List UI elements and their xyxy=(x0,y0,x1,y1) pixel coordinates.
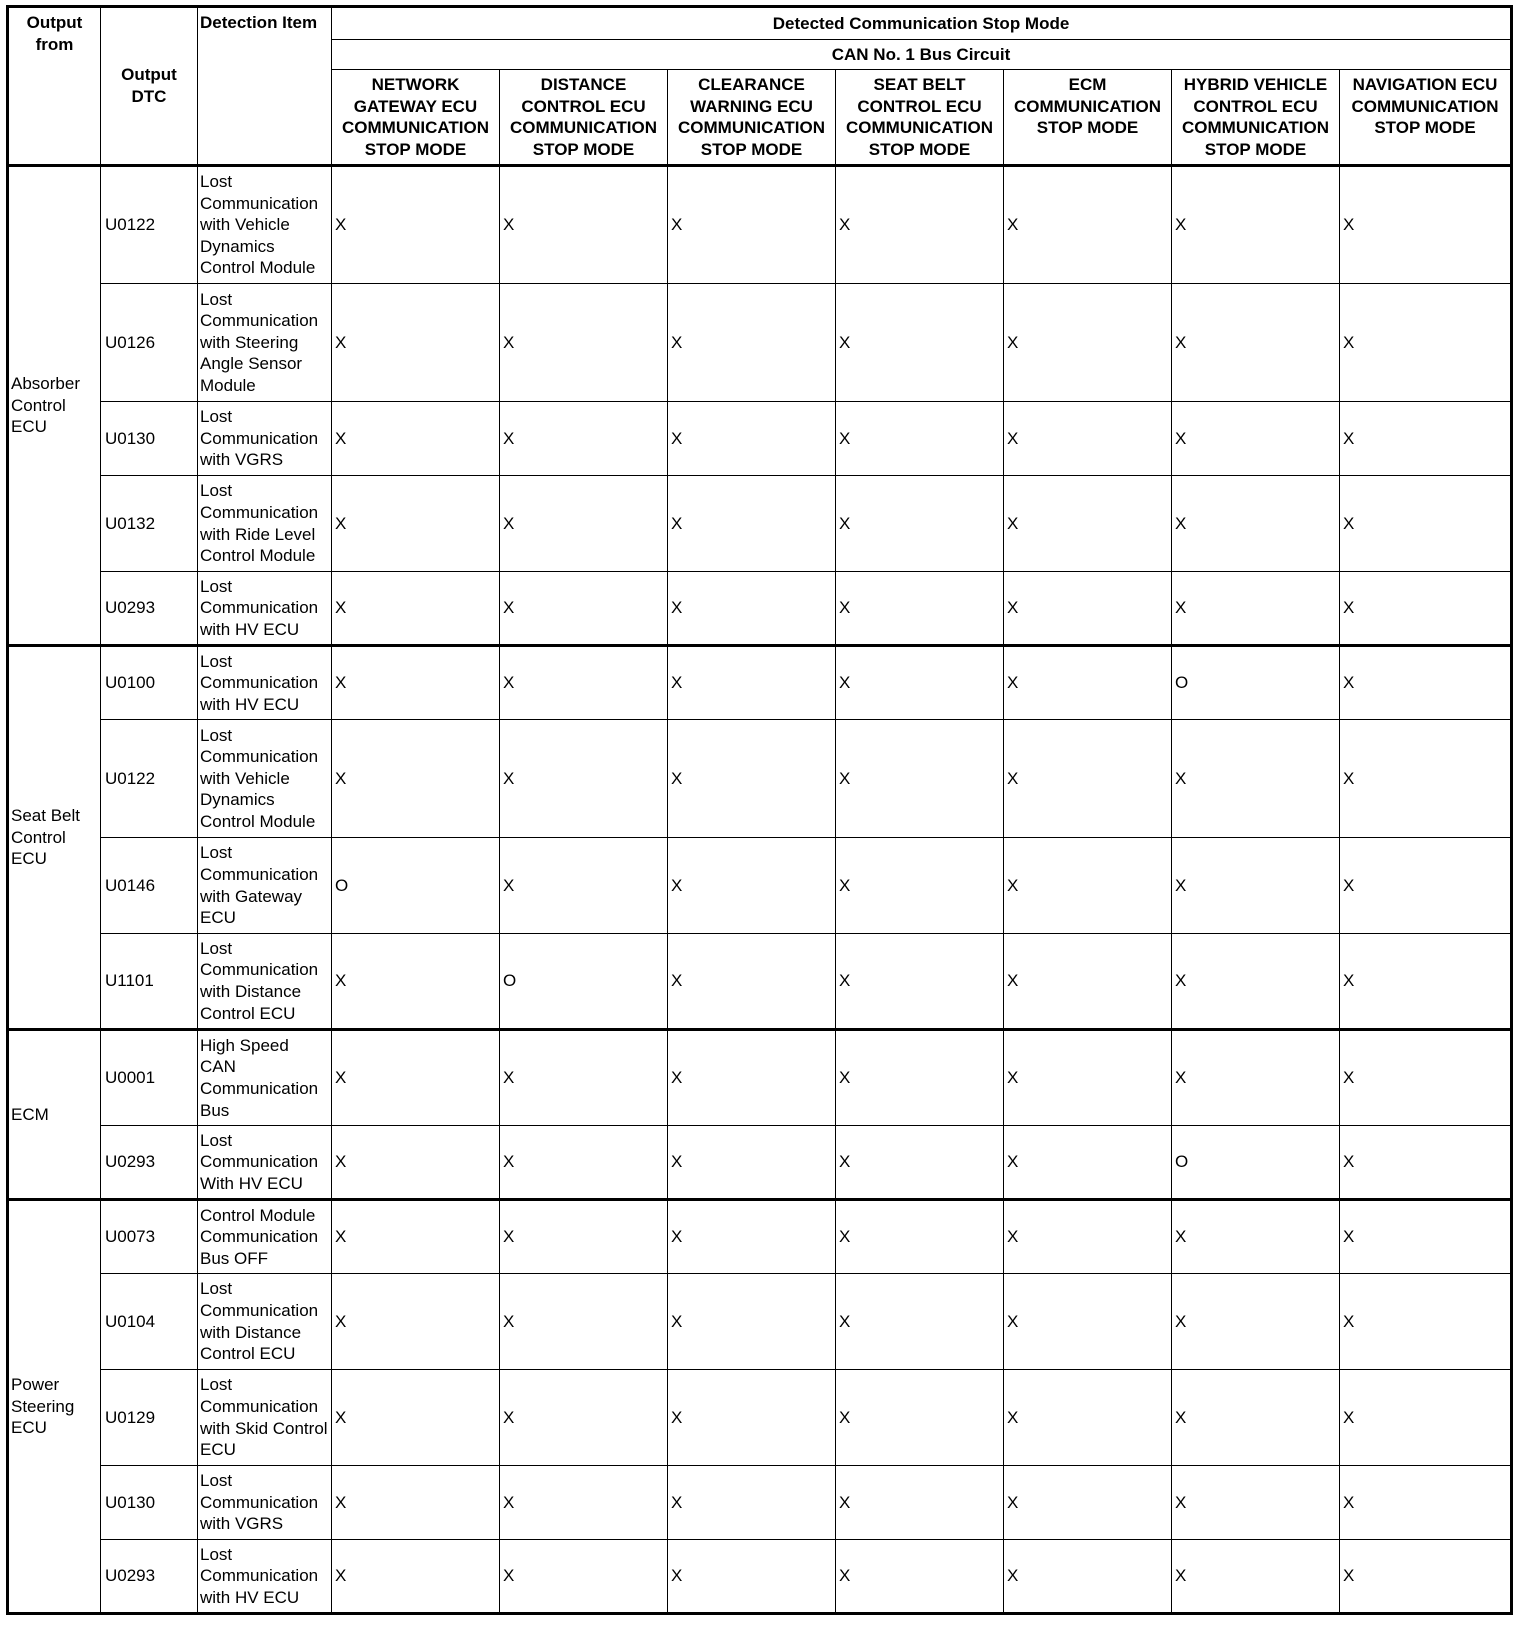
header-mode-2: CLEARANCE WARNING ECU COMMUNICATION STOP MODE xyxy=(668,70,836,166)
table-row xyxy=(8,646,1512,720)
detection-item-cell: Lost Communication with Gateway ECU xyxy=(198,838,332,934)
stop-mode-mark-cell: X xyxy=(1340,1200,1512,1274)
stop-mode-mark-cell: X xyxy=(1004,720,1172,838)
stop-mode-mark-cell: X xyxy=(500,838,668,934)
detection-item-cell: Lost Communication with Distance Control ECU xyxy=(198,1274,332,1370)
stop-mode-mark-cell: X xyxy=(836,402,1004,476)
stop-mode-mark-cell: X xyxy=(668,720,836,838)
stop-mode-mark-cell: X xyxy=(1340,1126,1512,1200)
output-from-cell: Absorber Control ECU xyxy=(8,166,101,646)
stop-mode-mark-cell: X xyxy=(1340,1274,1512,1370)
stop-mode-mark-cell: X xyxy=(500,1540,668,1614)
table-row xyxy=(8,838,1512,934)
stop-mode-mark-cell: X xyxy=(668,646,836,720)
header-bus-circuit: CAN No. 1 Bus Circuit xyxy=(332,40,1512,70)
stop-mode-mark-cell: X xyxy=(500,284,668,402)
stop-mode-mark-cell: X xyxy=(1004,1030,1172,1126)
stop-mode-mark-cell: X xyxy=(500,166,668,284)
detection-item-cell: Lost Communication with VGRS xyxy=(198,402,332,476)
stop-mode-mark-cell: X xyxy=(500,572,668,646)
stop-mode-mark-cell: X xyxy=(836,476,1004,572)
output-from-cell: Power Steering ECU xyxy=(8,1200,101,1614)
stop-mode-mark-cell: X xyxy=(1340,934,1512,1030)
stop-mode-mark-cell: X xyxy=(500,720,668,838)
table-body xyxy=(8,166,1512,1614)
stop-mode-mark-cell: X xyxy=(332,476,500,572)
stop-mode-mark-cell: X xyxy=(332,1030,500,1126)
header-mode-4: ECM COMMUNICATION STOP MODE xyxy=(1004,70,1172,166)
stop-mode-mark-cell: X xyxy=(1340,402,1512,476)
stop-mode-mark-cell: O xyxy=(1172,1126,1340,1200)
stop-mode-mark-cell: X xyxy=(1004,284,1172,402)
output-dtc-cell: U0132 xyxy=(101,476,198,572)
stop-mode-mark-cell: X xyxy=(1004,1274,1172,1370)
stop-mode-mark-cell: X xyxy=(1340,1030,1512,1126)
stop-mode-mark-cell: X xyxy=(668,838,836,934)
stop-mode-mark-cell: X xyxy=(1172,284,1340,402)
output-dtc-cell: U0293 xyxy=(101,572,198,646)
detection-item-cell: Lost Communication with HV ECU xyxy=(198,572,332,646)
detection-item-cell: Lost Communication with HV ECU xyxy=(198,1540,332,1614)
stop-mode-mark-cell: X xyxy=(332,572,500,646)
stop-mode-mark-cell: X xyxy=(1004,646,1172,720)
stop-mode-mark-cell: X xyxy=(836,1540,1004,1614)
stop-mode-mark-cell: X xyxy=(668,402,836,476)
detection-item-cell: Lost Communication with Vehicle Dynamics Control Module xyxy=(198,720,332,838)
stop-mode-mark-cell: X xyxy=(668,1540,836,1614)
stop-mode-mark-cell: X xyxy=(1340,838,1512,934)
header-output-from: Output from xyxy=(8,7,101,166)
stop-mode-mark-cell: X xyxy=(1172,1200,1340,1274)
stop-mode-mark-cell: X xyxy=(1004,1126,1172,1200)
stop-mode-mark-cell: X xyxy=(500,1274,668,1370)
stop-mode-mark-cell: X xyxy=(1172,402,1340,476)
output-dtc-cell: U0130 xyxy=(101,402,198,476)
stop-mode-mark-cell: X xyxy=(836,1370,1004,1466)
table-row xyxy=(8,166,1512,284)
header-mode-1: DISTANCE CONTROL ECU COMMUNICATION STOP MODE xyxy=(500,70,668,166)
stop-mode-mark-cell: X xyxy=(1004,402,1172,476)
table-row xyxy=(8,720,1512,838)
stop-mode-mark-cell: X xyxy=(836,1274,1004,1370)
output-dtc-cell: U0122 xyxy=(101,720,198,838)
stop-mode-mark-cell: X xyxy=(836,720,1004,838)
stop-mode-mark-cell: X xyxy=(332,402,500,476)
detection-item-cell: Lost Communication With HV ECU xyxy=(198,1126,332,1200)
stop-mode-mark-cell: X xyxy=(668,572,836,646)
stop-mode-mark-cell: X xyxy=(500,1126,668,1200)
detection-item-cell: High Speed CAN Communication Bus xyxy=(198,1030,332,1126)
stop-mode-mark-cell: X xyxy=(500,646,668,720)
stop-mode-mark-cell: O xyxy=(1172,646,1340,720)
stop-mode-mark-cell: O xyxy=(500,934,668,1030)
stop-mode-mark-cell: X xyxy=(332,1274,500,1370)
stop-mode-mark-cell: X xyxy=(500,1466,668,1540)
output-dtc-cell: U0146 xyxy=(101,838,198,934)
header-output-dtc: Output DTC xyxy=(101,7,198,166)
stop-mode-mark-cell: X xyxy=(1004,1466,1172,1540)
table-row xyxy=(8,1540,1512,1614)
output-dtc-cell: U0126 xyxy=(101,284,198,402)
stop-mode-mark-cell: X xyxy=(836,1126,1004,1200)
stop-mode-mark-cell: X xyxy=(668,1466,836,1540)
header-mode-0: NETWORK GATEWAY ECU COMMUNICATION STOP MODE xyxy=(332,70,500,166)
output-dtc-cell: U0129 xyxy=(101,1370,198,1466)
stop-mode-mark-cell: X xyxy=(836,934,1004,1030)
stop-mode-mark-cell: X xyxy=(836,838,1004,934)
stop-mode-mark-cell: X xyxy=(500,1030,668,1126)
stop-mode-mark-cell: X xyxy=(1172,1274,1340,1370)
table-row xyxy=(8,1466,1512,1540)
table-row xyxy=(8,934,1512,1030)
stop-mode-mark-cell: X xyxy=(1004,572,1172,646)
stop-mode-mark-cell: X xyxy=(1340,646,1512,720)
detection-item-cell: Lost Communication with Vehicle Dynamics Control Module xyxy=(198,166,332,284)
header-detection-item: Detection Item xyxy=(198,7,332,166)
stop-mode-mark-cell: X xyxy=(1004,838,1172,934)
output-from-cell: Seat Belt Control ECU xyxy=(8,646,101,1030)
stop-mode-mark-cell: X xyxy=(1340,166,1512,284)
table-row xyxy=(8,402,1512,476)
dtc-communication-stop-mode-table xyxy=(6,5,1513,1615)
output-from-cell: ECM xyxy=(8,1030,101,1200)
output-dtc-cell: U0104 xyxy=(101,1274,198,1370)
table-row xyxy=(8,284,1512,402)
stop-mode-mark-cell: X xyxy=(332,166,500,284)
output-dtc-cell: U0122 xyxy=(101,166,198,284)
table-row xyxy=(8,1274,1512,1370)
stop-mode-mark-cell: X xyxy=(836,166,1004,284)
stop-mode-mark-cell: X xyxy=(836,1466,1004,1540)
output-dtc-cell: U1101 xyxy=(101,934,198,1030)
output-dtc-cell: U0073 xyxy=(101,1200,198,1274)
stop-mode-mark-cell: X xyxy=(1340,1540,1512,1614)
stop-mode-mark-cell: X xyxy=(1172,476,1340,572)
detection-item-cell: Lost Communication with VGRS xyxy=(198,1466,332,1540)
stop-mode-mark-cell: X xyxy=(668,934,836,1030)
stop-mode-mark-cell: O xyxy=(332,838,500,934)
detection-item-cell: Lost Communication with Skid Control ECU xyxy=(198,1370,332,1466)
stop-mode-mark-cell: X xyxy=(1004,166,1172,284)
table-row xyxy=(8,1200,1512,1274)
header-mode-6: NAVIGATION ECU COMMUNICATION STOP MODE xyxy=(1340,70,1512,166)
stop-mode-mark-cell: X xyxy=(332,1370,500,1466)
stop-mode-mark-cell: X xyxy=(836,572,1004,646)
stop-mode-mark-cell: X xyxy=(500,402,668,476)
table-row xyxy=(8,1126,1512,1200)
stop-mode-mark-cell: X xyxy=(836,284,1004,402)
stop-mode-mark-cell: X xyxy=(332,934,500,1030)
detection-item-cell: Lost Communication with Ride Level Control Module xyxy=(198,476,332,572)
output-dtc-cell: U0293 xyxy=(101,1540,198,1614)
stop-mode-mark-cell: X xyxy=(500,476,668,572)
stop-mode-mark-cell: X xyxy=(668,476,836,572)
stop-mode-mark-cell: X xyxy=(836,1030,1004,1126)
stop-mode-mark-cell: X xyxy=(1004,1200,1172,1274)
stop-mode-mark-cell: X xyxy=(332,1126,500,1200)
stop-mode-mark-cell: X xyxy=(1340,720,1512,838)
stop-mode-mark-cell: X xyxy=(1340,572,1512,646)
stop-mode-mark-cell: X xyxy=(1172,166,1340,284)
stop-mode-mark-cell: X xyxy=(1340,476,1512,572)
stop-mode-mark-cell: X xyxy=(1172,934,1340,1030)
stop-mode-mark-cell: X xyxy=(332,1466,500,1540)
stop-mode-mark-cell: X xyxy=(836,1200,1004,1274)
stop-mode-mark-cell: X xyxy=(1340,1370,1512,1466)
output-dtc-cell: U0100 xyxy=(101,646,198,720)
stop-mode-mark-cell: X xyxy=(1172,1370,1340,1466)
detection-item-cell: Lost Communication with Distance Control ECU xyxy=(198,934,332,1030)
stop-mode-mark-cell: X xyxy=(1340,1466,1512,1540)
stop-mode-mark-cell: X xyxy=(332,1200,500,1274)
stop-mode-mark-cell: X xyxy=(1172,1466,1340,1540)
stop-mode-mark-cell: X xyxy=(668,166,836,284)
output-dtc-cell: U0130 xyxy=(101,1466,198,1540)
output-dtc-cell: U0001 xyxy=(101,1030,198,1126)
stop-mode-mark-cell: X xyxy=(332,720,500,838)
table-row xyxy=(8,1370,1512,1466)
table-row xyxy=(8,572,1512,646)
stop-mode-mark-cell: X xyxy=(668,284,836,402)
stop-mode-mark-cell: X xyxy=(1004,476,1172,572)
header-detected-mode: Detected Communication Stop Mode xyxy=(332,7,1512,40)
stop-mode-mark-cell: X xyxy=(1004,934,1172,1030)
detection-item-cell: Lost Communication with Steering Angle Sensor Module xyxy=(198,284,332,402)
header-mode-5: HYBRID VEHICLE CONTROL ECU COMMUNICATION STOP MODE xyxy=(1172,70,1340,166)
table-header xyxy=(8,7,1512,166)
stop-mode-mark-cell: X xyxy=(500,1370,668,1466)
table-row xyxy=(8,1030,1512,1126)
stop-mode-mark-cell: X xyxy=(332,1540,500,1614)
stop-mode-mark-cell: X xyxy=(1172,1540,1340,1614)
stop-mode-mark-cell: X xyxy=(1340,284,1512,402)
stop-mode-mark-cell: X xyxy=(332,284,500,402)
stop-mode-mark-cell: X xyxy=(1004,1540,1172,1614)
stop-mode-mark-cell: X xyxy=(1172,1030,1340,1126)
stop-mode-mark-cell: X xyxy=(668,1370,836,1466)
stop-mode-mark-cell: X xyxy=(668,1030,836,1126)
stop-mode-mark-cell: X xyxy=(668,1200,836,1274)
stop-mode-mark-cell: X xyxy=(668,1126,836,1200)
header-mode-3: SEAT BELT CONTROL ECU COMMUNICATION STOP MODE xyxy=(836,70,1004,166)
stop-mode-mark-cell: X xyxy=(500,1200,668,1274)
stop-mode-mark-cell: X xyxy=(1172,720,1340,838)
stop-mode-mark-cell: X xyxy=(1172,838,1340,934)
stop-mode-mark-cell: X xyxy=(1004,1370,1172,1466)
stop-mode-mark-cell: X xyxy=(668,1274,836,1370)
stop-mode-mark-cell: X xyxy=(836,646,1004,720)
stop-mode-mark-cell: X xyxy=(332,646,500,720)
detection-item-cell: Lost Communication with HV ECU xyxy=(198,646,332,720)
stop-mode-mark-cell: X xyxy=(1172,572,1340,646)
output-dtc-cell: U0293 xyxy=(101,1126,198,1200)
table-row xyxy=(8,476,1512,572)
detection-item-cell: Control Module Communication Bus OFF xyxy=(198,1200,332,1274)
